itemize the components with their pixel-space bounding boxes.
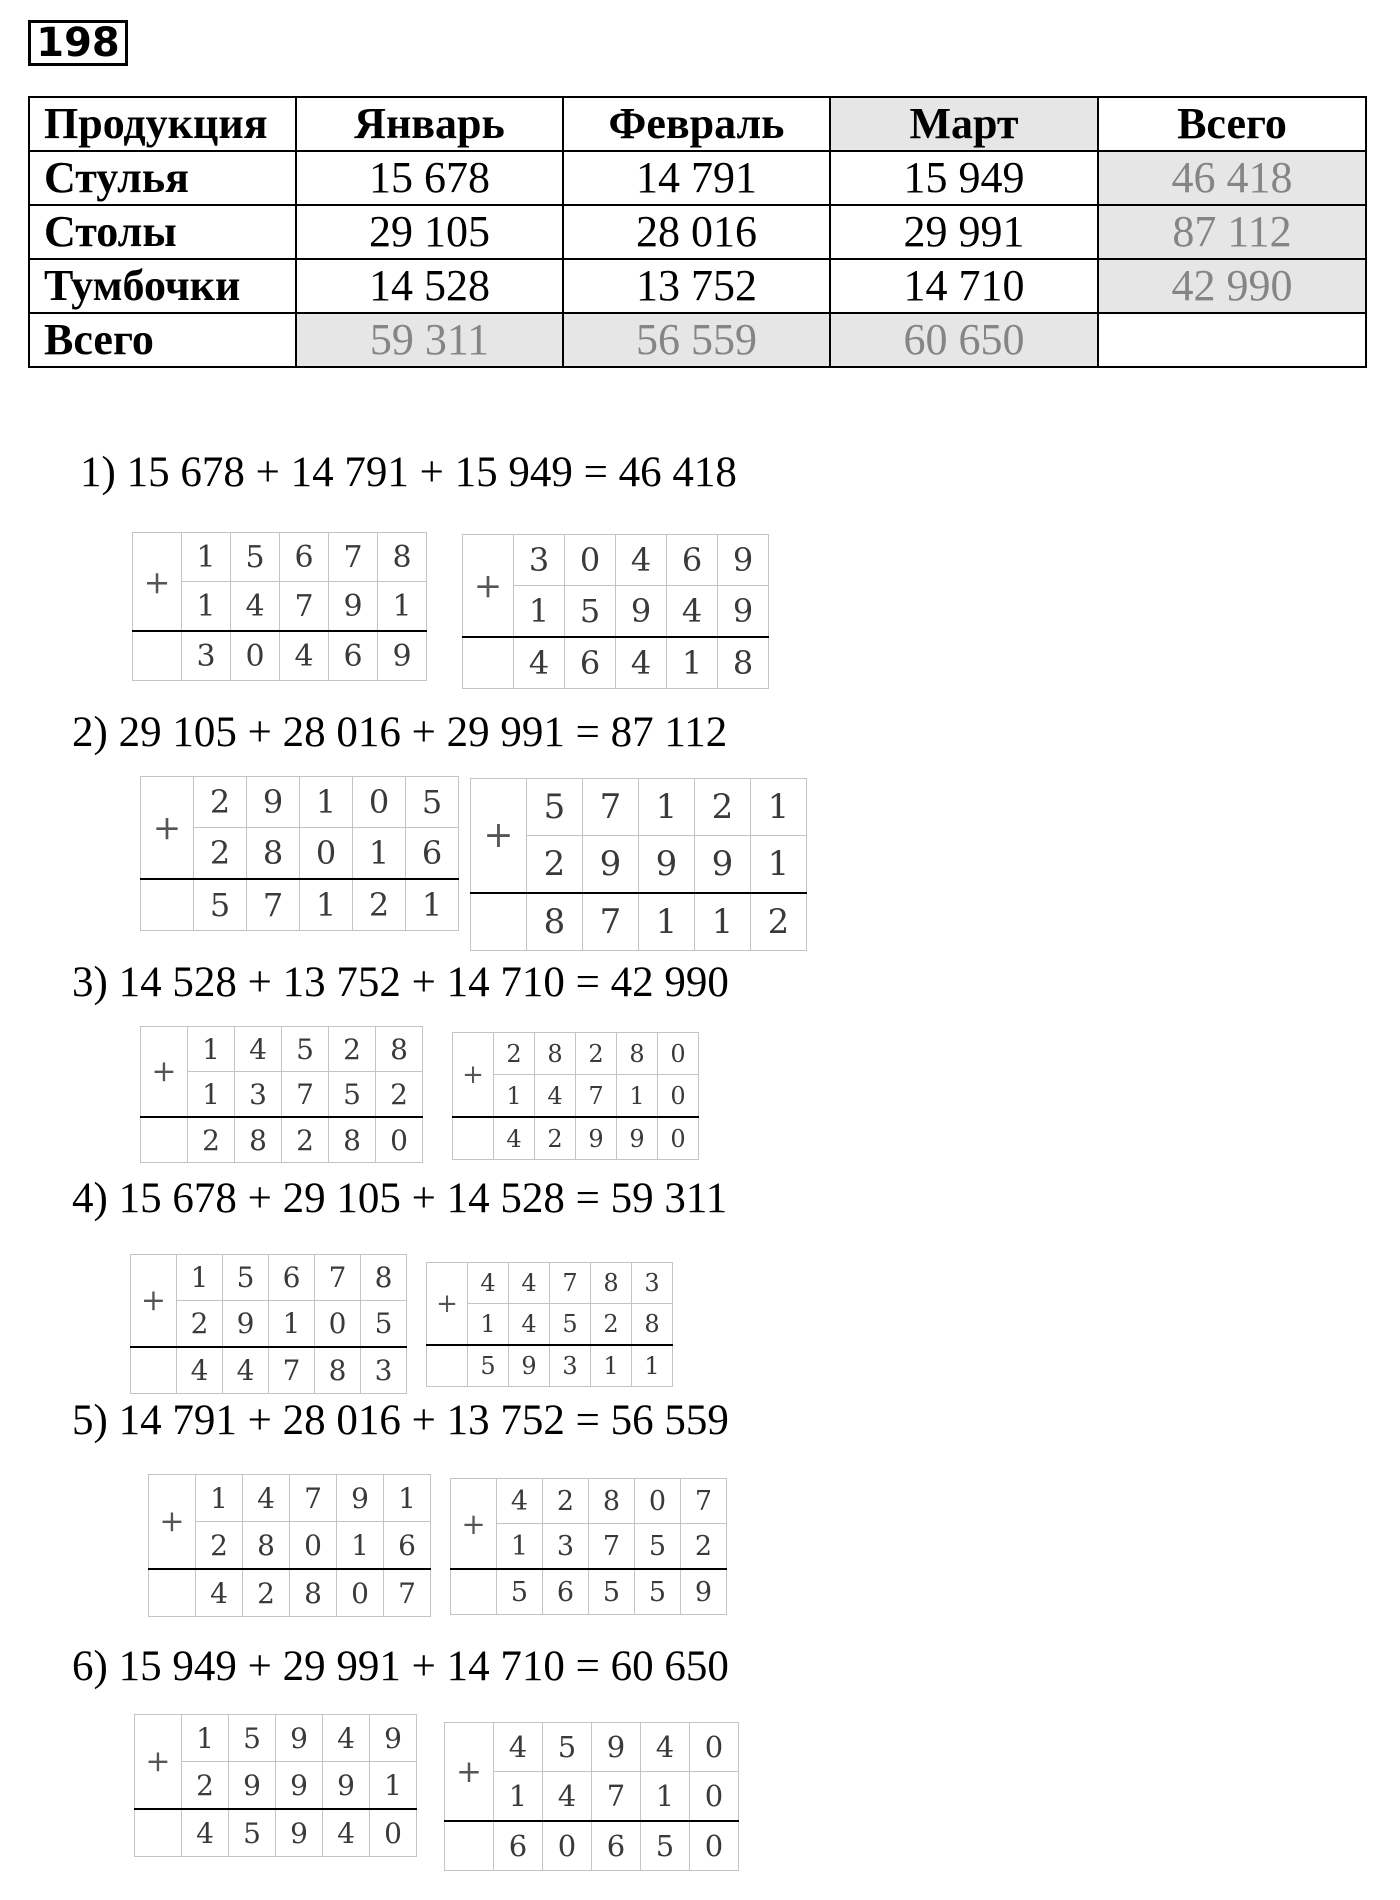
- digit-cell: 9: [592, 1723, 641, 1772]
- digit-cell: 9: [695, 836, 751, 894]
- digit-cell: 2: [695, 779, 751, 836]
- header-march: Март: [830, 97, 1098, 151]
- addend-row: [453, 1033, 699, 1075]
- digit-cell: 0: [635, 1479, 681, 1524]
- digit-cell: 1: [667, 637, 718, 689]
- digit-cell: 3: [543, 1524, 589, 1570]
- digit-cell: 0: [370, 1809, 417, 1857]
- digit-cell: 1: [514, 586, 565, 638]
- digit-cell: 7: [550, 1263, 591, 1304]
- digit-cell: 5: [543, 1723, 592, 1772]
- digit-cell: 1: [751, 779, 807, 836]
- digit-cell: 5: [361, 1301, 407, 1348]
- result-row: [141, 1117, 423, 1163]
- digit-cell: 8: [329, 1117, 376, 1163]
- digit-cell: 3: [632, 1263, 673, 1304]
- digit-cell: 1: [300, 777, 353, 828]
- production-table: [28, 96, 1367, 368]
- column-total-cell: 60 650: [830, 313, 1098, 367]
- digit-cell: 1: [632, 1345, 673, 1387]
- column-total-cell: 59 311: [296, 313, 563, 367]
- digit-cell: 7: [247, 879, 300, 931]
- digit-cell: 4: [667, 586, 718, 638]
- digit-cell: 9: [718, 586, 769, 638]
- digit-cell: 7: [583, 893, 639, 951]
- digit-cell: 9: [616, 586, 667, 638]
- table-header-row: [29, 97, 1366, 151]
- digit-cell: 1: [337, 1522, 384, 1570]
- digit-cell: 1: [494, 1075, 535, 1118]
- table-cell: 15 678: [296, 151, 563, 205]
- digit-cell: 2: [527, 836, 583, 894]
- digit-cell: 1: [300, 879, 353, 931]
- digit-cell: 8: [535, 1033, 576, 1075]
- task-number: 198: [28, 20, 128, 66]
- digit-cell: 9: [223, 1301, 269, 1348]
- digit-cell: 6: [280, 533, 329, 582]
- digit-cell: 0: [300, 828, 353, 880]
- digit-cell: 4: [494, 1117, 535, 1160]
- plus-sign: +: [141, 1027, 188, 1118]
- table-cell: 14 528: [296, 259, 563, 313]
- table-cell: 14 710: [830, 259, 1098, 313]
- digit-cell: 7: [269, 1347, 315, 1394]
- result-row: [141, 879, 459, 931]
- equation-4: 4) 15 678 + 29 105 + 14 528 = 59 311: [72, 1175, 728, 1222]
- row-label: Тумбочки: [29, 259, 296, 313]
- empty-cell: [149, 1569, 196, 1617]
- digit-cell: 8: [591, 1263, 632, 1304]
- table-cell: 13 752: [563, 259, 830, 313]
- row-label: Столы: [29, 205, 296, 259]
- addend-row: [445, 1723, 739, 1772]
- digit-cell: 7: [583, 779, 639, 836]
- addend-row: [141, 1027, 423, 1072]
- digit-cell: 2: [194, 828, 247, 880]
- digit-cell: 0: [337, 1569, 384, 1617]
- digit-cell: 1: [188, 1072, 235, 1118]
- table-cell: 15 949: [830, 151, 1098, 205]
- digit-cell: 2: [591, 1304, 632, 1346]
- digit-cell: 2: [282, 1117, 329, 1163]
- digit-cell: 0: [543, 1821, 592, 1871]
- digit-cell: 0: [658, 1033, 699, 1075]
- column-addition-2-2: [470, 778, 807, 951]
- digit-cell: 1: [196, 1475, 243, 1522]
- digit-cell: 6: [667, 535, 718, 586]
- plus-sign: +: [131, 1255, 177, 1348]
- digit-cell: 8: [235, 1117, 282, 1163]
- column-addition-5-2: [450, 1478, 727, 1615]
- digit-cell: 3: [514, 535, 565, 586]
- addend-row: [133, 533, 427, 582]
- row-label: Стулья: [29, 151, 296, 205]
- column-addition-5-1: [148, 1474, 431, 1617]
- digit-cell: 1: [182, 533, 231, 582]
- digit-cell: 8: [290, 1569, 337, 1617]
- digit-cell: 2: [329, 1027, 376, 1072]
- digit-cell: 2: [543, 1479, 589, 1524]
- digit-cell: 6: [329, 631, 378, 681]
- digit-cell: 9: [276, 1715, 323, 1762]
- empty-cell: [445, 1821, 494, 1871]
- plus-sign: +: [471, 779, 527, 894]
- digit-cell: 1: [353, 828, 406, 880]
- digit-cell: 9: [718, 535, 769, 586]
- column-addition-4-2: [426, 1262, 673, 1387]
- equation-3: 3) 14 528 + 13 752 + 14 710 = 42 990: [72, 959, 729, 1006]
- plus-sign: +: [141, 777, 194, 880]
- digit-cell: 1: [182, 582, 231, 632]
- column-addition-1-1: [132, 532, 427, 681]
- equation-5: 5) 14 791 + 28 016 + 13 752 = 56 559: [72, 1397, 729, 1444]
- digit-cell: 4: [468, 1263, 509, 1304]
- digit-cell: 0: [690, 1821, 739, 1871]
- digit-cell: 9: [617, 1117, 658, 1160]
- digit-cell: 5: [229, 1809, 276, 1857]
- digit-cell: 2: [751, 893, 807, 951]
- addend-row: [451, 1479, 727, 1524]
- digit-cell: 1: [591, 1345, 632, 1387]
- plus-sign: +: [445, 1723, 494, 1822]
- digit-cell: 8: [527, 893, 583, 951]
- digit-cell: 2: [576, 1033, 617, 1075]
- empty-cell: [463, 637, 514, 689]
- digit-cell: 0: [690, 1772, 739, 1822]
- digit-cell: 1: [177, 1255, 223, 1301]
- digit-cell: 1: [406, 879, 459, 931]
- digit-cell: 0: [231, 631, 280, 681]
- digit-cell: 4: [280, 631, 329, 681]
- row-total-cell: 46 418: [1098, 151, 1366, 205]
- table-cell: 14 791: [563, 151, 830, 205]
- digit-cell: 0: [315, 1301, 361, 1348]
- empty-cell: [427, 1345, 468, 1387]
- digit-cell: 5: [194, 879, 247, 931]
- digit-cell: 4: [616, 535, 667, 586]
- digit-cell: 1: [188, 1027, 235, 1072]
- column-addition-4-1: [130, 1254, 407, 1394]
- digit-cell: 5: [635, 1569, 681, 1615]
- digit-cell: 9: [378, 631, 427, 681]
- header-february: Февраль: [563, 97, 830, 151]
- plus-sign: +: [133, 533, 182, 632]
- digit-cell: 4: [497, 1479, 543, 1524]
- digit-cell: 4: [641, 1723, 690, 1772]
- digit-cell: 5: [635, 1524, 681, 1570]
- digit-cell: 0: [376, 1117, 423, 1163]
- digit-cell: 9: [323, 1762, 370, 1810]
- empty-cell: [131, 1347, 177, 1394]
- digit-cell: 1: [378, 582, 427, 632]
- plus-sign: +: [463, 535, 514, 638]
- equation-6: 6) 15 949 + 29 991 + 14 710 = 60 650: [72, 1643, 729, 1690]
- result-row: [451, 1569, 727, 1615]
- digit-cell: 9: [576, 1117, 617, 1160]
- digit-cell: 4: [223, 1347, 269, 1394]
- result-row: [149, 1569, 431, 1617]
- digit-cell: 4: [616, 637, 667, 689]
- digit-cell: 3: [361, 1347, 407, 1394]
- digit-cell: 7: [315, 1255, 361, 1301]
- row-total-cell: 87 112: [1098, 205, 1366, 259]
- digit-cell: 6: [565, 637, 616, 689]
- digit-cell: 3: [182, 631, 231, 681]
- digit-cell: 6: [406, 828, 459, 880]
- digit-cell: 7: [592, 1772, 641, 1822]
- digit-cell: 1: [641, 1772, 690, 1822]
- digit-cell: 5: [468, 1345, 509, 1387]
- digit-cell: 5: [550, 1304, 591, 1346]
- digit-cell: 1: [497, 1524, 543, 1570]
- digit-cell: 7: [329, 533, 378, 582]
- digit-cell: 4: [231, 582, 280, 632]
- digit-cell: 9: [509, 1345, 550, 1387]
- digit-cell: 4: [323, 1715, 370, 1762]
- addend-row: [131, 1255, 407, 1301]
- digit-cell: 9: [247, 777, 300, 828]
- digit-cell: 1: [494, 1772, 543, 1822]
- plus-sign: +: [135, 1715, 182, 1810]
- digit-cell: 4: [494, 1723, 543, 1772]
- digit-cell: 2: [494, 1033, 535, 1075]
- digit-cell: 9: [370, 1715, 417, 1762]
- digit-cell: 5: [406, 777, 459, 828]
- digit-cell: 8: [632, 1304, 673, 1346]
- row-total-cell: 42 990: [1098, 259, 1366, 313]
- digit-cell: 5: [565, 586, 616, 638]
- digit-cell: 2: [194, 777, 247, 828]
- addend-row: [149, 1475, 431, 1522]
- digit-cell: 0: [565, 535, 616, 586]
- digit-cell: 2: [188, 1117, 235, 1163]
- digit-cell: 8: [378, 533, 427, 582]
- digit-cell: 2: [196, 1522, 243, 1570]
- digit-cell: 1: [639, 893, 695, 951]
- table-row: [29, 205, 1366, 259]
- digit-cell: 0: [658, 1075, 699, 1118]
- digit-cell: 8: [361, 1255, 407, 1301]
- digit-cell: 4: [535, 1075, 576, 1118]
- digit-cell: 8: [589, 1479, 635, 1524]
- digit-cell: 0: [690, 1723, 739, 1772]
- digit-cell: 8: [617, 1033, 658, 1075]
- plus-sign: +: [453, 1033, 494, 1118]
- column-addition-3-1: [140, 1026, 423, 1163]
- digit-cell: 2: [177, 1301, 223, 1348]
- digit-cell: 9: [639, 836, 695, 894]
- digit-cell: 7: [384, 1569, 431, 1617]
- result-row: [427, 1345, 673, 1387]
- digit-cell: 5: [329, 1072, 376, 1118]
- table-row: [29, 151, 1366, 205]
- digit-cell: 8: [243, 1522, 290, 1570]
- row-label: Всего: [29, 313, 296, 367]
- header-product: Продукция: [29, 97, 296, 151]
- digit-cell: 5: [229, 1715, 276, 1762]
- digit-cell: 6: [543, 1569, 589, 1615]
- empty-cell: [141, 879, 194, 931]
- digit-cell: 7: [576, 1075, 617, 1118]
- addend-row: [135, 1715, 417, 1762]
- digit-cell: 4: [509, 1263, 550, 1304]
- digit-cell: 6: [384, 1522, 431, 1570]
- digit-cell: 3: [235, 1072, 282, 1118]
- digit-cell: 5: [527, 779, 583, 836]
- table-cell: 29 105: [296, 205, 563, 259]
- digit-cell: 4: [509, 1304, 550, 1346]
- equation-1: 1) 15 678 + 14 791 + 15 949 = 46 418: [80, 449, 737, 496]
- digit-cell: 5: [589, 1569, 635, 1615]
- result-row: [453, 1117, 699, 1160]
- digit-cell: 8: [315, 1347, 361, 1394]
- column-addition-2-1: [140, 776, 459, 931]
- table-row: [29, 259, 1366, 313]
- digit-cell: 8: [718, 637, 769, 689]
- digit-cell: 2: [353, 879, 406, 931]
- digit-cell: 9: [583, 836, 639, 894]
- plus-sign: +: [149, 1475, 196, 1570]
- digit-cell: 5: [641, 1821, 690, 1871]
- digit-cell: 7: [589, 1524, 635, 1570]
- digit-cell: 5: [223, 1255, 269, 1301]
- digit-cell: 9: [681, 1569, 727, 1615]
- empty-cell: [453, 1117, 494, 1160]
- digit-cell: 3: [550, 1345, 591, 1387]
- digit-cell: 4: [323, 1809, 370, 1857]
- digit-cell: 4: [514, 637, 565, 689]
- digit-cell: 4: [196, 1569, 243, 1617]
- digit-cell: 6: [494, 1821, 543, 1871]
- digit-cell: 9: [276, 1809, 323, 1857]
- addend-row: [463, 535, 769, 586]
- result-row: [131, 1347, 407, 1394]
- table-row: [29, 313, 1366, 367]
- plus-sign: +: [451, 1479, 497, 1570]
- digit-cell: 1: [751, 836, 807, 894]
- addend-row: [471, 779, 807, 836]
- table-cell: 28 016: [563, 205, 830, 259]
- addend-row: [141, 777, 459, 828]
- addend-row: [427, 1263, 673, 1304]
- table-cell: [1098, 313, 1366, 367]
- digit-cell: 5: [282, 1027, 329, 1072]
- digit-cell: 1: [639, 779, 695, 836]
- digit-cell: 0: [353, 777, 406, 828]
- digit-cell: 2: [681, 1524, 727, 1570]
- digit-cell: 4: [235, 1027, 282, 1072]
- digit-cell: 2: [376, 1072, 423, 1118]
- plus-sign: +: [427, 1263, 468, 1346]
- result-row: [133, 631, 427, 681]
- digit-cell: 1: [269, 1301, 315, 1348]
- digit-cell: 9: [329, 582, 378, 632]
- digit-cell: 6: [592, 1821, 641, 1871]
- result-row: [135, 1809, 417, 1857]
- digit-cell: 9: [276, 1762, 323, 1810]
- digit-cell: 1: [182, 1715, 229, 1762]
- digit-cell: 7: [290, 1475, 337, 1522]
- digit-cell: 4: [182, 1809, 229, 1857]
- header-january: Январь: [296, 97, 563, 151]
- digit-cell: 9: [337, 1475, 384, 1522]
- empty-cell: [471, 893, 527, 951]
- digit-cell: 4: [177, 1347, 223, 1394]
- column-addition-6-1: [134, 1714, 417, 1857]
- empty-cell: [135, 1809, 182, 1857]
- empty-cell: [451, 1569, 497, 1615]
- digit-cell: 6: [269, 1255, 315, 1301]
- digit-cell: 7: [681, 1479, 727, 1524]
- digit-cell: 7: [282, 1072, 329, 1118]
- result-row: [445, 1821, 739, 1871]
- digit-cell: 1: [384, 1475, 431, 1522]
- digit-cell: 5: [231, 533, 280, 582]
- digit-cell: 8: [247, 828, 300, 880]
- result-row: [463, 637, 769, 689]
- digit-cell: 4: [543, 1772, 592, 1822]
- column-addition-3-2: [452, 1032, 699, 1160]
- digit-cell: 2: [182, 1762, 229, 1810]
- digit-cell: 2: [535, 1117, 576, 1160]
- digit-cell: 0: [658, 1117, 699, 1160]
- digit-cell: 1: [370, 1762, 417, 1810]
- digit-cell: 1: [695, 893, 751, 951]
- digit-cell: 1: [617, 1075, 658, 1118]
- result-row: [471, 893, 807, 951]
- digit-cell: 8: [376, 1027, 423, 1072]
- empty-cell: [133, 631, 182, 681]
- digit-cell: 9: [229, 1762, 276, 1810]
- digit-cell: 1: [468, 1304, 509, 1346]
- column-addition-6-2: [444, 1722, 739, 1871]
- digit-cell: 2: [243, 1569, 290, 1617]
- column-addition-1-2: [462, 534, 769, 689]
- digit-cell: 7: [280, 582, 329, 632]
- column-total-cell: 56 559: [563, 313, 830, 367]
- digit-cell: 4: [243, 1475, 290, 1522]
- table-cell: 29 991: [830, 205, 1098, 259]
- digit-cell: 5: [497, 1569, 543, 1615]
- equation-2: 2) 29 105 + 28 016 + 29 991 = 87 112: [72, 709, 728, 756]
- digit-cell: 0: [290, 1522, 337, 1570]
- header-total: Всего: [1098, 97, 1366, 151]
- empty-cell: [141, 1117, 188, 1163]
